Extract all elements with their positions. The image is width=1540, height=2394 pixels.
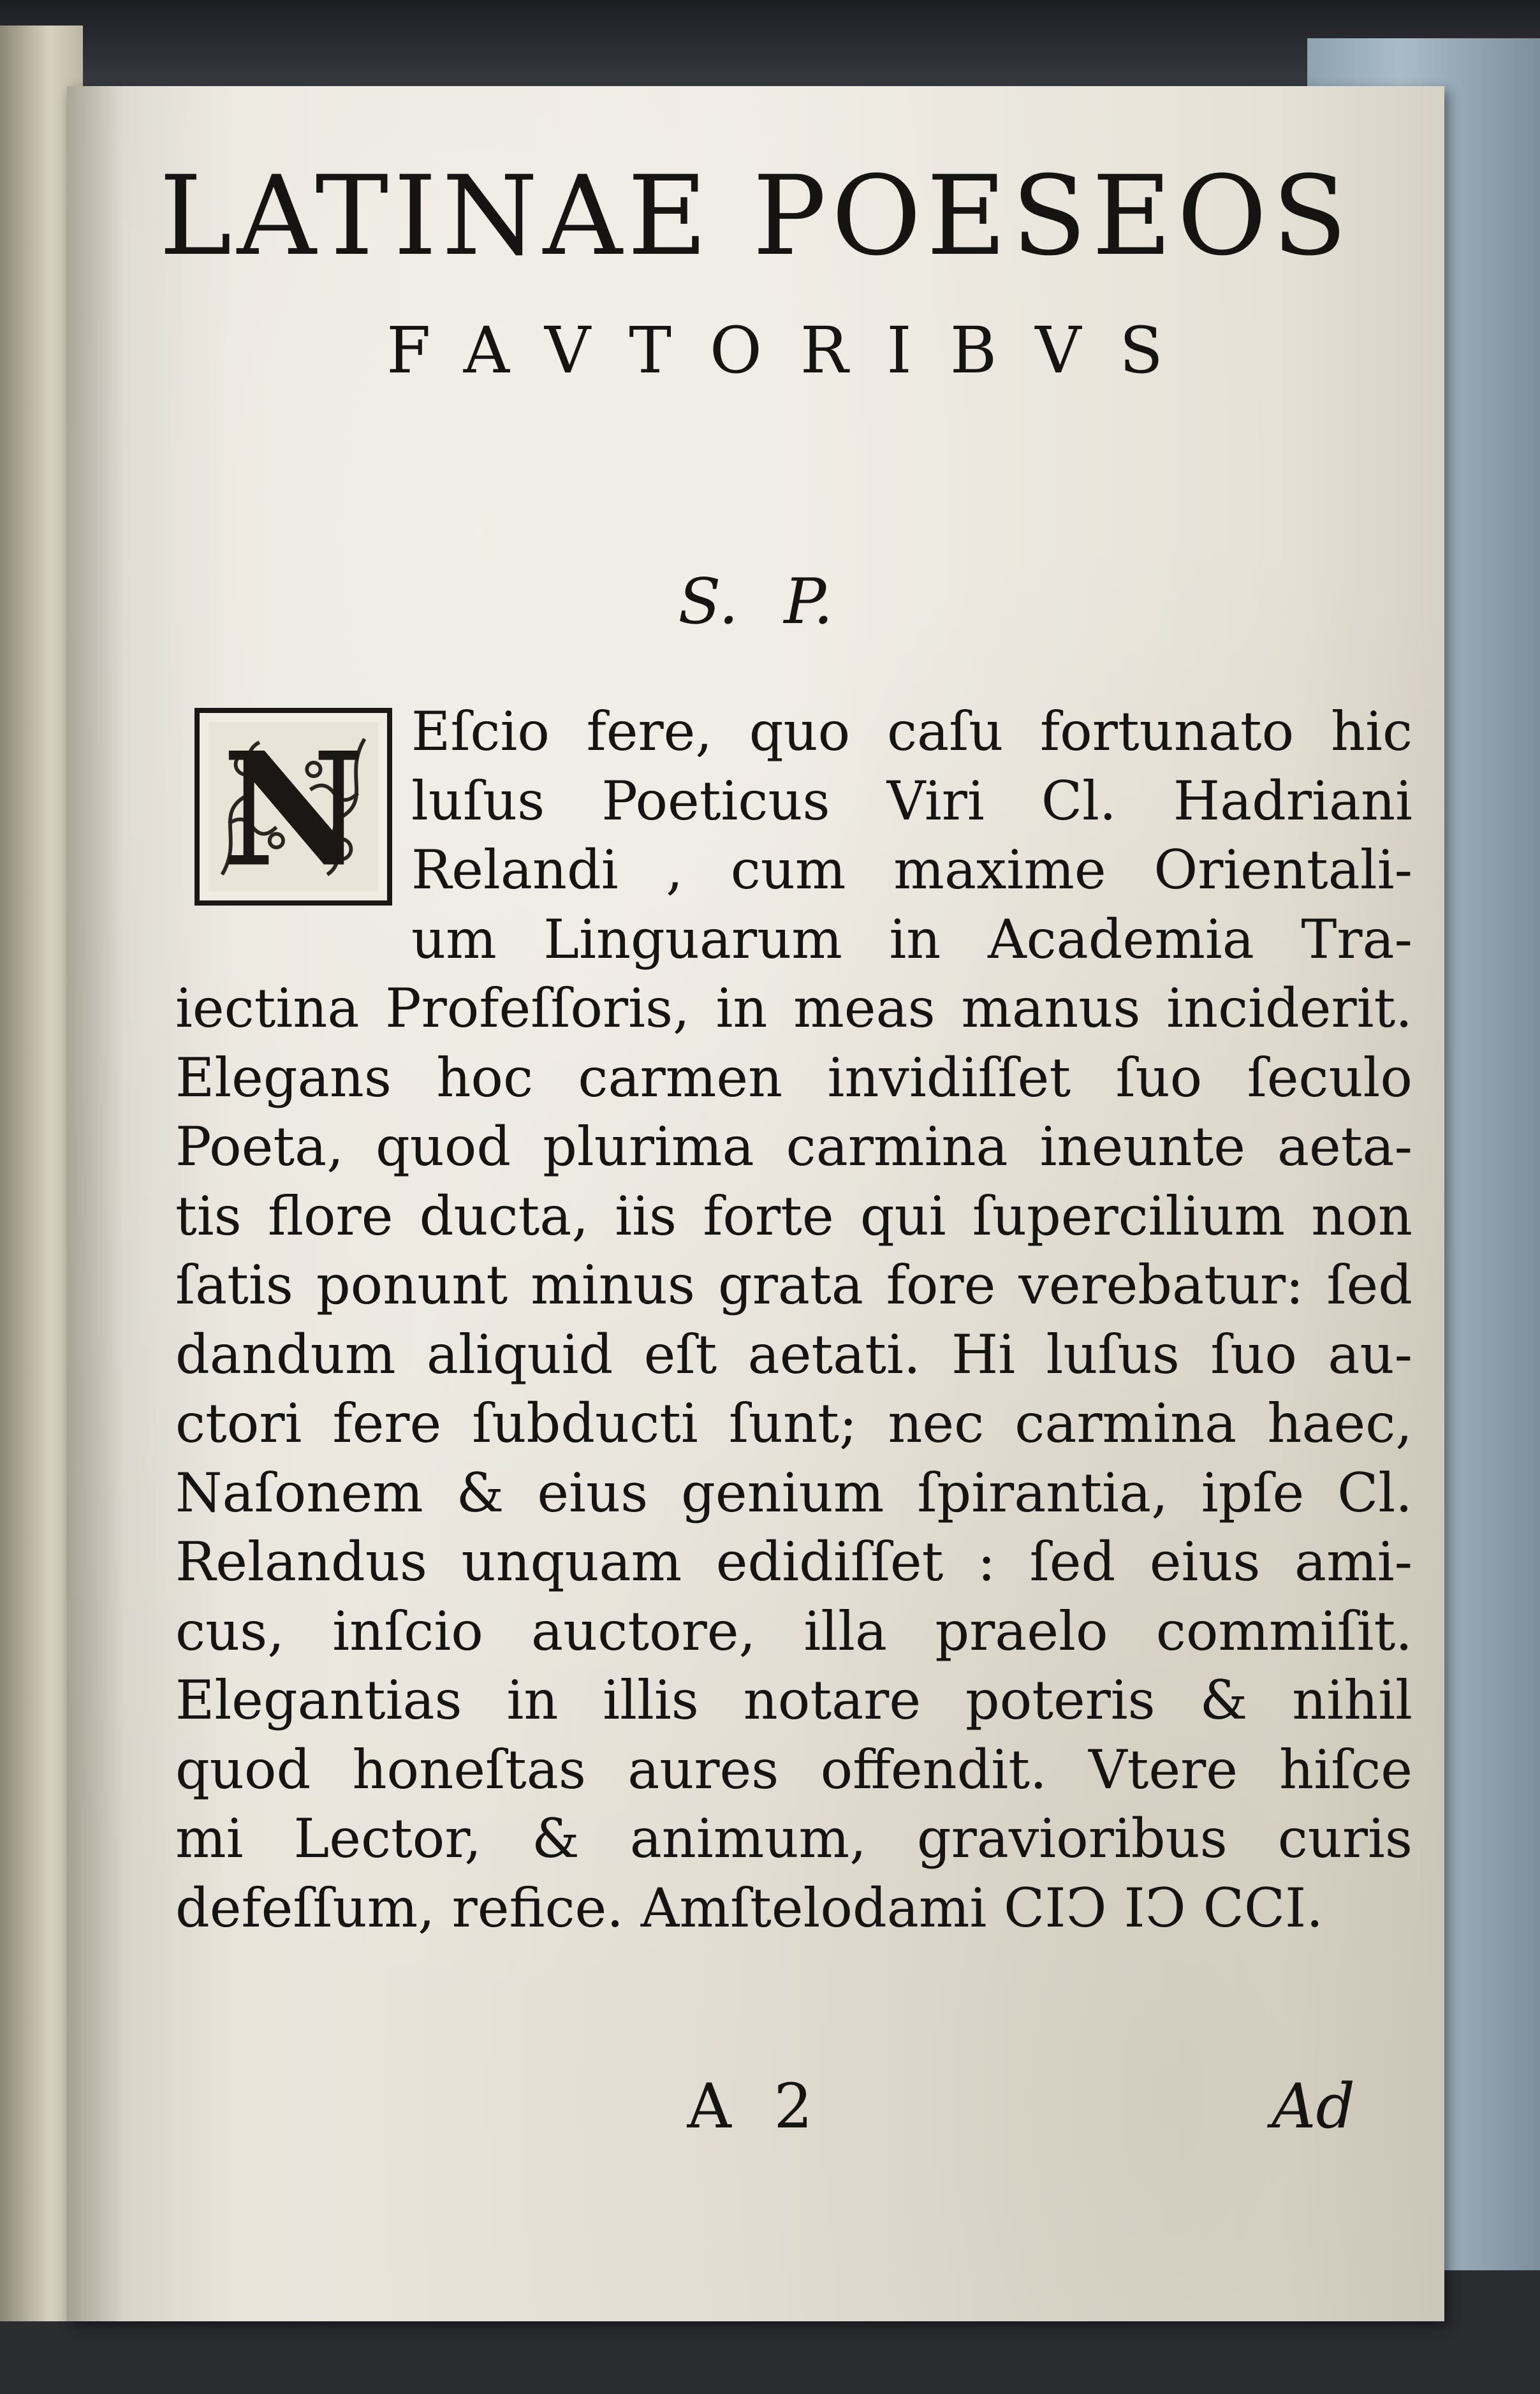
text-line: iectina Profeſſoris, in meas manus inciderit. (175, 977, 1412, 1039)
salutation: S. P. (678, 566, 833, 638)
book-page (67, 86, 1444, 2321)
text-line: tis flore ducta, iis forte qui ſupercilium non (175, 1184, 1412, 1247)
text-line: defeſſum, refice. Amſtelodami CIↃ IↃ CCI. (175, 1876, 1324, 1939)
body-text (175, 697, 1412, 1942)
text-line: dandum aliquid eſt aetati. Hi luſus ſuo au- (175, 1323, 1412, 1386)
page-subtitle: FAVTORIBVS (386, 313, 1201, 388)
initial-letter: N (222, 722, 365, 892)
text-line: Eſcio fere, quo caſu fortunato hic (411, 700, 1412, 763)
text-line: Elegans hoc carmen invidiſſet ſuo ſeculo (175, 1046, 1412, 1109)
text-line: Relandi , cum maxime Orientali- (411, 839, 1412, 901)
text-line: ſatis ponunt minus grata fore verebatur: ſed (175, 1254, 1412, 1316)
spine-shadow (67, 86, 124, 2321)
text-line: cus, inſcio auctore, illa praelo commiſit. (175, 1599, 1412, 1663)
text-line: Poeta, quod plurima carmina ineunte aeta- (175, 1115, 1412, 1178)
text-line: ctori fere ſubducti ſunt; nec carmina haec, (175, 1392, 1412, 1455)
text-line: Elegantias in illis notare poteris & nihil (175, 1669, 1412, 1731)
text-line: um Linguarum in Academia Tra- (411, 907, 1412, 971)
page-title: LATINAE POESEOS (159, 152, 1353, 280)
text-line: Naſonem & eius genium ſpirantia, ipſe Cl. (175, 1461, 1412, 1524)
catchword: Ad (1272, 2071, 1355, 2142)
text-line: luſus Poeticus Viri Cl. Hadriani (411, 769, 1412, 832)
text-line: mi Lector, & animum, gravioribus curis (175, 1807, 1412, 1870)
text-line: quod honeſtas aures offendit. Vtere hiſce (175, 1738, 1412, 1801)
text-line: Relandus unquam edidiſſet : ſed eius ami- (175, 1531, 1412, 1593)
signature-mark: A 2 (687, 2071, 825, 2142)
